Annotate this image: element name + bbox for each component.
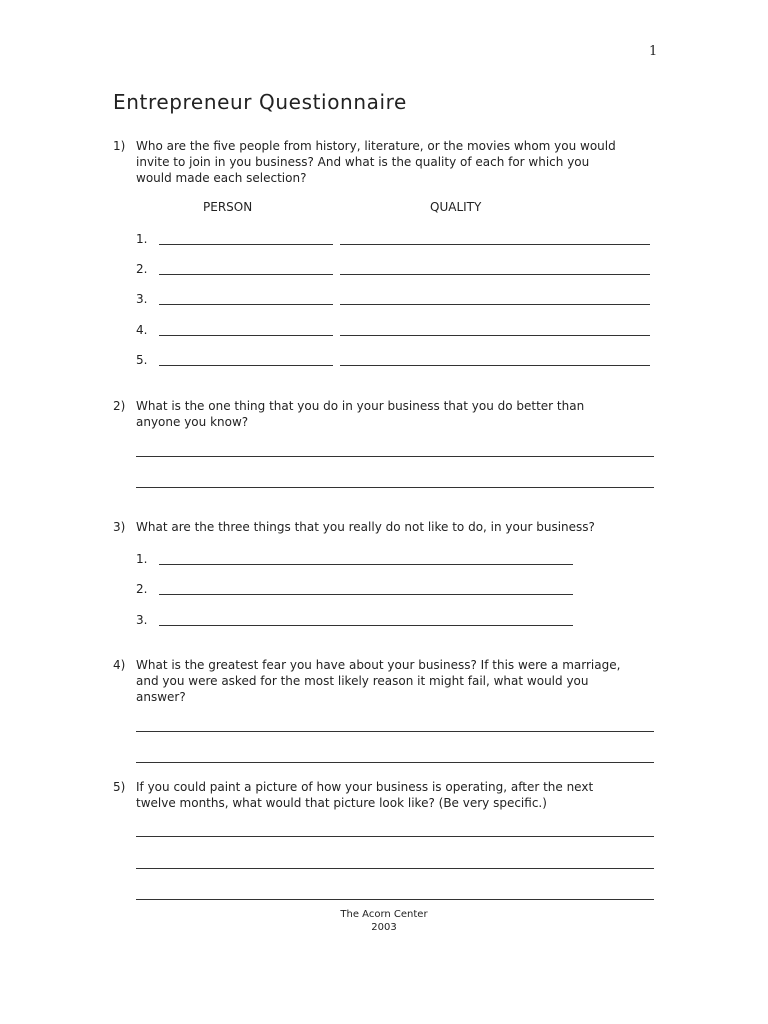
item-number: 3. bbox=[136, 613, 148, 627]
question-text-line: would made each selection? bbox=[136, 171, 307, 185]
question-text-line: answer? bbox=[136, 690, 186, 704]
answer-blank-line[interactable] bbox=[159, 594, 573, 595]
answer-blank-line[interactable] bbox=[136, 456, 654, 457]
answer-blank-line[interactable] bbox=[136, 487, 654, 488]
question-text-line: and you were asked for the most likely reason it might fail, what would you bbox=[136, 674, 589, 688]
item-number: 2. bbox=[136, 582, 148, 596]
quality-answer-blank[interactable] bbox=[340, 274, 650, 275]
answer-blank-line[interactable] bbox=[136, 762, 654, 763]
question-number: 3) bbox=[113, 520, 126, 534]
quality-answer-blank[interactable] bbox=[340, 365, 650, 366]
person-answer-blank[interactable] bbox=[159, 244, 333, 245]
question-number: 5) bbox=[113, 780, 126, 794]
question-number: 1) bbox=[113, 139, 126, 153]
person-answer-blank[interactable] bbox=[159, 274, 333, 275]
document-title: Entrepreneur Questionnaire bbox=[113, 90, 407, 114]
question-text-line: invite to join in you business? And what is the quality of each for which you bbox=[136, 155, 590, 169]
question-number: 2) bbox=[113, 399, 126, 413]
quality-answer-blank[interactable] bbox=[340, 244, 650, 245]
answer-blank-line[interactable] bbox=[159, 625, 573, 626]
column-header-person: PERSON bbox=[203, 200, 253, 214]
answer-blank-line[interactable] bbox=[159, 564, 573, 565]
column-header-quality: QUALITY bbox=[430, 200, 482, 214]
question-text-line: If you could paint a picture of how your business is operating, after the next bbox=[136, 780, 594, 794]
page-number: 1 bbox=[649, 44, 658, 59]
answer-blank-line[interactable] bbox=[136, 899, 654, 900]
answer-blank-line[interactable] bbox=[136, 868, 654, 869]
question-text-line: anyone you know? bbox=[136, 415, 249, 429]
item-number: 2. bbox=[136, 262, 148, 276]
item-number: 4. bbox=[136, 323, 148, 337]
question-text-line: twelve months, what would that picture look like? (Be very specific.) bbox=[136, 796, 547, 810]
question-text-line: Who are the five people from history, literature, or the movies whom you would bbox=[136, 139, 616, 153]
footer-organization: The Acorn Center bbox=[340, 909, 428, 920]
question-text-line: What is the greatest fear you have about your business? If this were a marriage, bbox=[136, 658, 621, 672]
item-number: 1. bbox=[136, 232, 148, 246]
question-text-line: What is the one thing that you do in your business that you do better than bbox=[136, 399, 585, 413]
question-number: 4) bbox=[113, 658, 126, 672]
item-number: 1. bbox=[136, 552, 148, 566]
item-number: 3. bbox=[136, 292, 148, 306]
footer-year: 2003 bbox=[371, 922, 397, 933]
person-answer-blank[interactable] bbox=[159, 365, 333, 366]
answer-blank-line[interactable] bbox=[136, 731, 654, 732]
question-text-line: What are the three things that you really do not like to do, in your business? bbox=[136, 520, 595, 534]
person-answer-blank[interactable] bbox=[159, 335, 333, 336]
quality-answer-blank[interactable] bbox=[340, 304, 650, 305]
answer-blank-line[interactable] bbox=[136, 836, 654, 837]
item-number: 5. bbox=[136, 353, 148, 367]
quality-answer-blank[interactable] bbox=[340, 335, 650, 336]
person-answer-blank[interactable] bbox=[159, 304, 333, 305]
